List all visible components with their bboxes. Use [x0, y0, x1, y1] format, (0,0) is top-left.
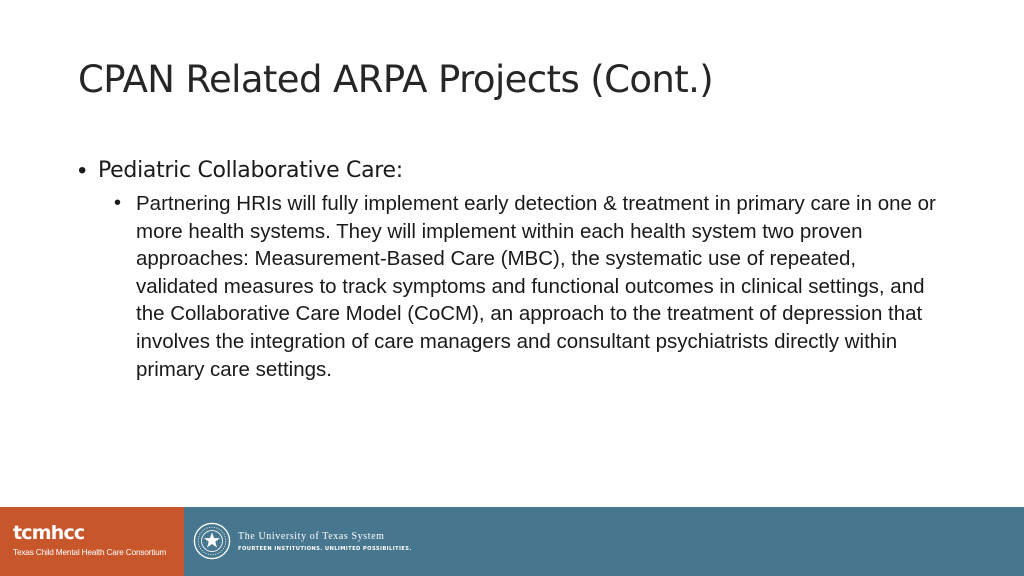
footer-bar [0, 507, 1024, 576]
brand-subtitle: Texas Child Mental Health Care Consortium [13, 547, 167, 557]
ut-system-logo [184, 507, 1024, 576]
sub-bullet-dot-icon: • [114, 192, 122, 214]
sub-bullet-text: Partnering HRIs will fully implement early detection & treatment in primary care in one or more health systems. They will implement within each health system two proven approaches: Measurement-Based Care (MBC), the systematic use of repeated, validated measures to track symptoms and functional outcomes in clinical settings, and the Collaborative Care Model (CoCM), an approach to the treatment of depression that involves the integration of care managers and consultant psychiatrists directly within primary care settings. [136, 192, 936, 381]
slide-title: CPAN Related ARPA Projects (Cont.) [78, 58, 714, 101]
bullet-dot-icon: • [78, 157, 87, 184]
university-name: The University of Texas System [238, 531, 385, 542]
brand-wordmark: tcmhcc [13, 522, 85, 544]
bullet-item [78, 154, 948, 188]
ut-system-seal-icon [193, 522, 231, 560]
slide-body [78, 154, 948, 383]
tcmhcc-logo [0, 507, 184, 576]
sub-bullet-item [114, 190, 948, 383]
university-tagline: FOURTEEN INSTITUTIONS. UNLIMITED POSSIBILITIES. [238, 546, 412, 552]
bullet-text: Pediatric Collaborative Care: [98, 158, 403, 183]
